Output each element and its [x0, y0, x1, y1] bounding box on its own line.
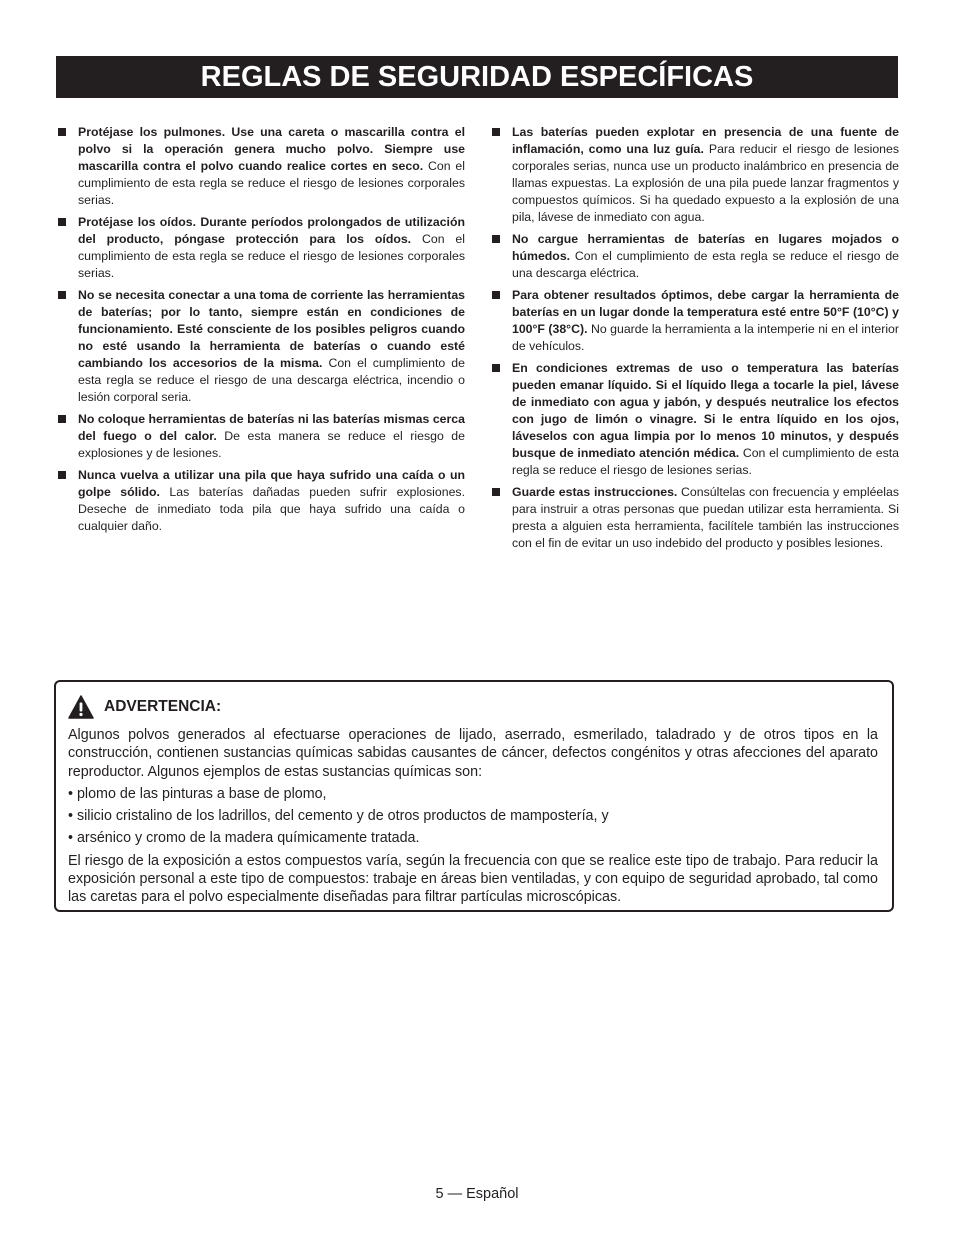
rule-text: Para reducir el riesgo de lesiones corporales serias, nunca use un producto inalámbrico en presencia de llamas expuestas. La explosión de una pila puede lanzar fragmentos y compuestos químicos. Si ha quedado expuesto a la explosión de una pila, lávese de inmediato con agua. — [512, 142, 899, 224]
rule-item — [55, 287, 465, 406]
rule-item — [489, 231, 899, 282]
list-item: • plomo de las pinturas a base de plomo, — [68, 785, 327, 802]
rule-heading: No coloque herramientas de baterías ni las baterías mismas cerca del fuego o del calor. — [78, 412, 465, 443]
rule-text: No guarde la herramienta a la intemperie ni en el interior de vehículos. — [512, 322, 899, 353]
rule-item — [55, 467, 465, 535]
warning-intro: Algunos polvos generados al efectuarse operaciones de lijado, aserrado, esmerilado, taladrado y de otros tipos en la construcción, contienen sustancias químicas sabidas causantes de cáncer, defectos congénitos y otras afecciones del aparato reproductor. Algunos ejemplos de estas sustancias químicas son: — [68, 727, 878, 780]
square-bullet-icon — [492, 364, 500, 372]
rule-text: Consúltelas con frecuencia y empléelas para instruir a otras personas que puedan utilizar esta herramienta. Si presta a alguien esta herramienta, facilítele también las instrucciones con el fin de evitar un uso indebido del producto y posibles lesiones. — [512, 485, 899, 550]
list-item: • silicio cristalino de los ladrillos, del cemento y de otros productos de mampostería, y — [68, 808, 609, 825]
square-bullet-icon — [58, 128, 66, 136]
rule-heading: En condiciones extremas de uso o temperatura las baterías pueden emanar líquido. Si el líquido llega a tocarle la piel, lávese de inmediato con agua y jabón, y después neutralice los efectos con jugo de limón o vinagre. Si le entra líquido en los ojos, láveselos con agua limpia por lo menos 10 minutos, y después busque de inmediato atención médica. — [512, 361, 899, 460]
square-bullet-icon — [58, 218, 66, 226]
page-footer: 5 — Español — [435, 1186, 519, 1202]
warning-outro: El riesgo de la exposición a estos compuestos varía, según la frecuencia con que se realice este tipo de trabajo. Para reducir la exposición personal a este tipo de compuestos: trabaje en áreas bien ventiladas, y con equipo de seguridad aprobado, tal como las caretas para el polvo especialmente diseñadas para filtrar partículas microscópicas. — [68, 852, 878, 906]
rule-item — [489, 124, 899, 226]
rule-heading: Nunca vuelva a utilizar una pila que haya sufrido una caída o un golpe sólido. — [78, 468, 465, 499]
rule-item — [55, 214, 465, 282]
square-bullet-icon — [58, 471, 66, 479]
warning-list — [68, 785, 878, 848]
rule-heading: No se necesita conectar a una toma de corriente las herramientas de baterías; por lo tanto, siempre están en condiciones de funcionamiento. Esté consciente de los posibles peligros cuando no esté usando la herramienta de baterías o cuando esté cambiando los accesorios de la misma. — [78, 288, 465, 370]
rule-item — [489, 360, 899, 479]
rule-text: Las baterías dañadas pueden sufrir explosiones. Deseche de inmediato toda pila que haya sufrido una caída o cualquier daño. — [78, 485, 465, 533]
rule-heading: Protéjase los pulmones. Use una careta o mascarilla contra el polvo si la operación genera mucho polvo. Siempre use mascarilla contra el polvo cuando realice cortes en seco. — [78, 125, 465, 173]
rule-item — [489, 484, 899, 552]
rule-heading: Protéjase los oídos. Durante períodos prolongados de utilización del producto, póngase protección para los oídos. — [78, 215, 465, 246]
square-bullet-icon — [492, 128, 500, 136]
square-bullet-icon — [492, 235, 500, 243]
warning-title: ADVERTENCIA: — [104, 698, 222, 715]
rule-heading: Guarde estas instrucciones. — [512, 485, 678, 499]
rule-text: Con el cumplimiento de esta regla se reduce el riesgo de lesiones corporales serias. — [78, 159, 465, 207]
warning-triangle-icon — [68, 695, 94, 719]
warning-body — [68, 726, 878, 907]
rules-column-right — [489, 124, 899, 557]
rule-heading: No cargue herramientas de baterías en lugares mojados o húmedos. — [512, 232, 899, 263]
rule-heading: Las baterías pueden explotar en presencia de una fuente de inflamación, como una luz guía. — [512, 125, 899, 156]
rule-item — [55, 124, 465, 209]
rule-text: De esta manera se reduce el riesgo de explosiones y de lesiones. — [78, 429, 465, 460]
rules-column-left — [55, 124, 465, 540]
rule-item — [489, 287, 899, 355]
square-bullet-icon — [492, 488, 500, 496]
rule-heading: Para obtener resultados óptimos, debe cargar la herramienta de baterías en un lugar donde la temperatura esté entre 50°F (10°C) y 100°F (38°C). — [512, 288, 899, 336]
warning-header — [68, 694, 878, 720]
rule-text: Con el cumplimiento de esta regla se reduce el riesgo de lesiones corporales serias. — [78, 232, 465, 280]
square-bullet-icon — [492, 291, 500, 299]
page-title: REGLAS DE SEGURIDAD ESPECÍFICAS — [56, 56, 898, 98]
warning-box — [54, 680, 894, 912]
rule-item — [55, 411, 465, 462]
rule-text: Con el cumplimiento de esta regla se reduce el riesgo de una descarga eléctrica, incendio o lesión corporal seria. — [78, 356, 465, 404]
list-item: • arsénico y cromo de la madera químicamente tratada. — [68, 830, 420, 847]
rule-text: Con el cumplimiento de esta regla se reduce el riesgo de una descarga eléctrica. — [512, 249, 899, 280]
rule-text: Con el cumplimiento de esta regla se reduce el riesgo de lesiones serias. — [512, 446, 899, 477]
square-bullet-icon — [58, 415, 66, 423]
square-bullet-icon — [58, 291, 66, 299]
